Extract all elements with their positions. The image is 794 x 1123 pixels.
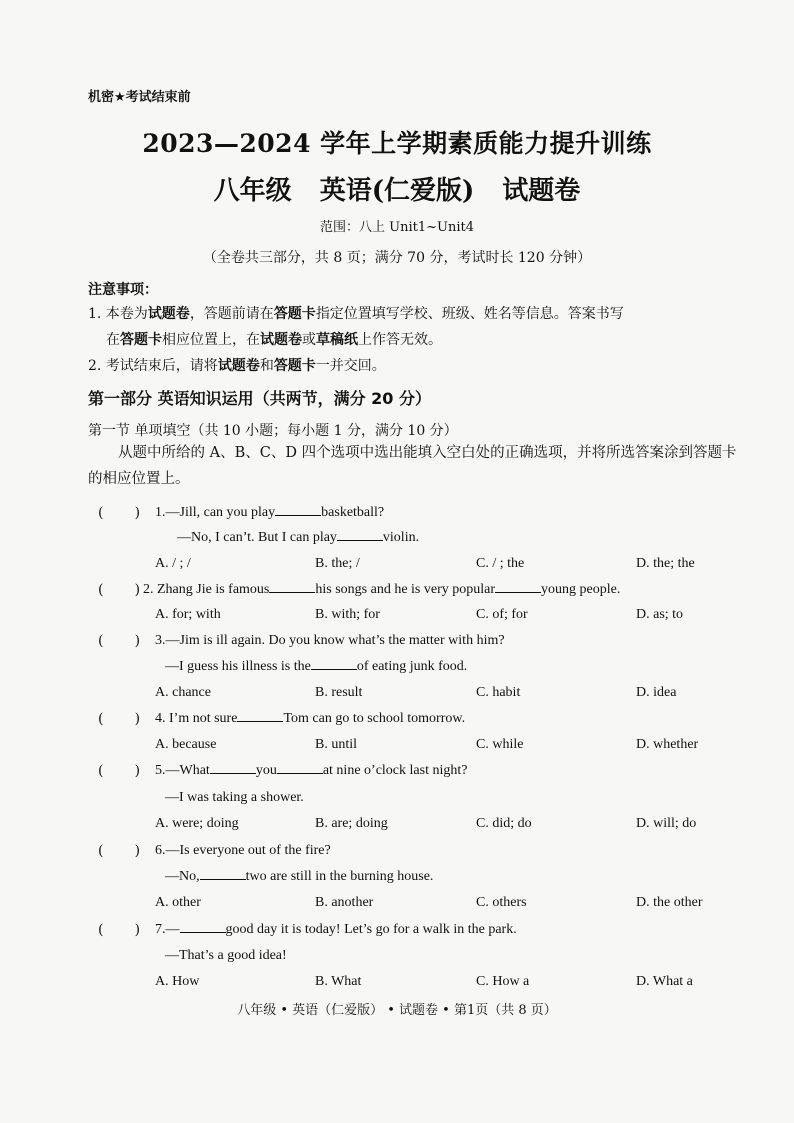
- option-b: B. are; doing: [315, 816, 388, 831]
- option-b: B. until: [315, 737, 358, 752]
- question-2-line-1: 2. Zhang Jie is famous his songs and he is very popular young people.: [143, 582, 621, 597]
- exam-info: （全卷共三部分，共 8 页；满分 70 分，考试时长 120 分钟）: [202, 250, 592, 266]
- option-b: B. result: [315, 685, 363, 700]
- question-7-line-2: —That’s a good idea!: [165, 948, 287, 963]
- page-footer: 八年级 • 英语（仁爱版） • 试题卷 • 第1页（共 8 页）: [237, 1003, 557, 1018]
- notice-heading: 注意事项：: [88, 282, 158, 298]
- subtitle-type: 试题卷: [502, 176, 581, 206]
- confidential-label: 机密★考试结束前: [88, 90, 191, 105]
- question-5-line-1: 5.—What you at nine o’clock last night?: [155, 763, 468, 778]
- exam-subtitle: [0, 170, 794, 207]
- answer-bracket-5[interactable]: ( ): [98, 763, 141, 779]
- notice-rule-2: 2. 考试结束后，请将试题卷和答题卡一并交回。: [88, 358, 386, 374]
- option-a: A. How: [155, 974, 200, 989]
- answer-bracket-3[interactable]: ( ): [98, 633, 141, 649]
- question-5-line-2: —I was taking a shower.: [165, 790, 304, 805]
- section-1-title: 第一节 单项填空（共 10 小题；每小题 1 分，满分 10 分）: [88, 423, 458, 439]
- option-a: A. because: [155, 737, 217, 752]
- option-a: A. / ; /: [155, 556, 191, 571]
- option-c: C. habit: [476, 685, 521, 700]
- question-3-line-1: 3.—Jim is ill again. Do you know what’s the matter with him?: [155, 633, 505, 648]
- exam-title: 2023—2024 学年上学期素质能力提升训练: [142, 129, 652, 158]
- option-c: C. How a: [476, 974, 530, 989]
- option-a: A. other: [155, 895, 201, 910]
- option-b: B. What: [315, 974, 362, 989]
- option-c: C. / ; the: [476, 556, 525, 571]
- option-d: D. as; to: [636, 607, 684, 622]
- question-7-line-1: 7.— good day it is today! Let’s go for a walk in the park.: [155, 922, 517, 937]
- option-d: D. whether: [636, 737, 699, 752]
- question-3-line-2: —I guess his illness is the of eating junk food.: [165, 659, 468, 674]
- option-b: B. another: [315, 895, 374, 910]
- question-6-line-1: 6.—Is everyone out of the fire?: [155, 843, 331, 858]
- exam-scope: 范围：八上 Unit1~Unit4: [320, 220, 474, 235]
- answer-bracket-2[interactable]: ( ): [98, 582, 141, 598]
- option-a: A. chance: [155, 685, 211, 700]
- notice-rule-1-line-2: 在答题卡相应位置上，在试题卷或草稿纸上作答无效。: [106, 332, 442, 348]
- question-1-line-2: —No, I can’t. But I can play violin.: [177, 530, 420, 545]
- option-b: B. with; for: [315, 607, 380, 622]
- subtitle-subject: 英语(仁爱版): [319, 176, 475, 206]
- answer-bracket-6[interactable]: ( ): [98, 843, 141, 859]
- option-c: C. of; for: [476, 607, 528, 622]
- option-d: D. the; the: [636, 556, 695, 571]
- answer-bracket-7[interactable]: ( ): [98, 922, 141, 938]
- option-b: B. the; /: [315, 556, 360, 571]
- option-c: C. did; do: [476, 816, 532, 831]
- option-d: D. the other: [636, 895, 703, 910]
- option-a: A. were; doing: [155, 816, 239, 831]
- section-instruction: 从题中所给的 A、B、C、D 四个选项中选出能填入空白处的正确选项，并将所选答案涂到答题卡的相应位置上。: [88, 445, 737, 487]
- option-d: D. idea: [636, 685, 677, 700]
- option-a: A. for; with: [155, 607, 221, 622]
- part-1-title: 第一部分 英语知识运用（共两节，满分 20 分）: [88, 389, 431, 408]
- answer-bracket-1[interactable]: ( ): [98, 505, 141, 521]
- question-6-line-2: —No, two are still in the burning house.: [165, 869, 434, 884]
- option-d: D. will; do: [636, 816, 697, 831]
- option-c: C. while: [476, 737, 524, 752]
- question-1-line-1: 1.—Jill, can you play basketball?: [155, 505, 385, 520]
- option-c: C. others: [476, 895, 527, 910]
- notice-rule-1-line-1: 1. 本卷为试题卷，答题前请在答题卡指定位置填写学校、班级、姓名等信息。答案书写: [88, 306, 624, 322]
- answer-bracket-4[interactable]: ( ): [98, 711, 141, 727]
- subtitle-grade: 八年级: [213, 176, 292, 206]
- question-4-line-1: 4. I’m not sure Tom can go to school tomorrow.: [155, 711, 466, 726]
- option-d: D. What a: [636, 974, 693, 989]
